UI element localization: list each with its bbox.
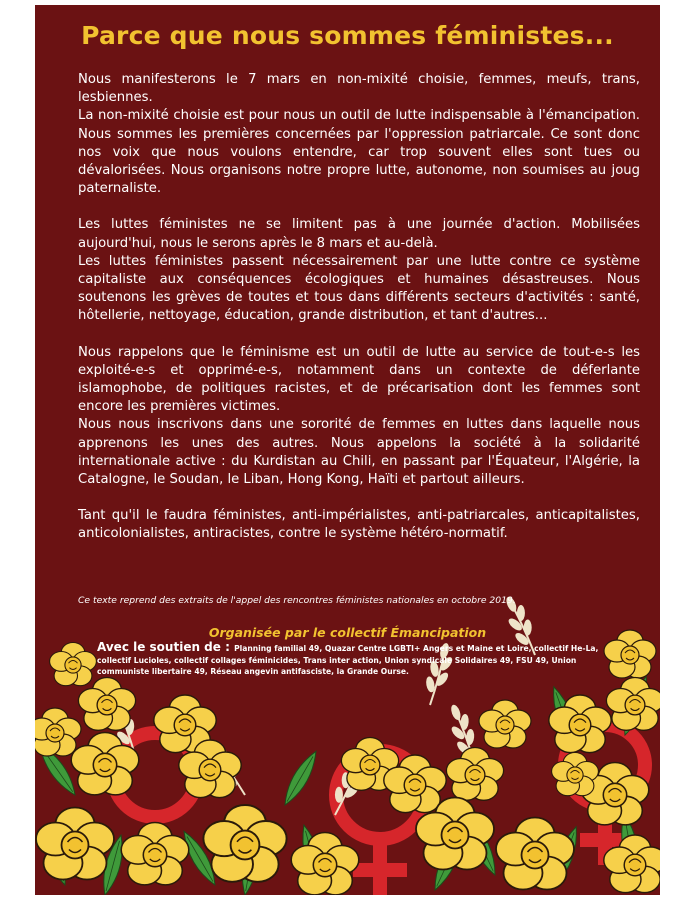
paragraph: Les luttes féministes ne se limitent pas à une journée d'action. Mobilisées aujourd'hui, nous le serons après le 8 mars et au-delà. <box>78 217 640 251</box>
organiser-line: Organisée par le collectif Émancipation <box>208 625 487 640</box>
paragraph: Tant qu'il le faudra féministes, anti-impérialistes, anti-patriarcales, anticapitalistes, anticolonialistes, antiracistes, contre le système hétéro-normatif. <box>78 508 640 542</box>
main-text <box>78 71 640 544</box>
source-note: Ce texte reprend des extraits de l'appel des rencontres féministes nationales en octobre 2019. <box>78 595 516 606</box>
page-title: Parce que nous sommes féministes... <box>81 21 614 50</box>
supporters <box>97 642 617 678</box>
paragraph: Nous nous inscrivons dans une sororité de femmes en luttes dans laquelle nous apprenons les unes des autres. Nous appelons la société à la solidarité internationale active : du Kurdistan au Chili, en passant par l'Équateur, l'Algérie, la Catalogne, le Soudan, le Liban, Hong Kong, Haïti et partout ailleurs. <box>78 417 640 488</box>
spacer <box>78 326 640 344</box>
paragraph: Nous manifesterons le 7 mars en non-mixité choisie, femmes, meufs, trans, lesbiennes. <box>78 72 640 106</box>
supporters-list: Planning familial 49, Quazar Centre LGBTI+ Angers et Maine et Loire, collectif He-La, collectif Lucioles, collectif collages féminicides, Trans inter action, Union syndicale Solidaires 49, FSU 49, Union communiste libertaire 49, Réseau angevin antifasciste, la Grande Ourse. <box>97 644 599 676</box>
poster <box>35 5 660 895</box>
spacer <box>78 198 640 216</box>
spacer <box>78 489 640 507</box>
paragraph: La non-mixité choisie est pour nous un outil de lutte indispensable à l'émancipation. Nous sommes les premières concernées par l'oppression patriarcale. Ce sont donc nos voix que nous voulons entendre, car trop souvent elles sont tues ou dévalorisées. Nous organisons notre propre lutte, autonome, non soumises au joug paternaliste. <box>78 108 640 197</box>
paragraph: Les luttes féministes passent nécessairement par une lutte contre ce système capitaliste aux conséquences écologiques et humaines désastreuses. Nous soutenons les grèves de toutes et tous dans différents secteurs d'activités : santé, hôtellerie, nettoyage, éducation, grande distribution, et tant d'autres... <box>78 253 640 324</box>
supporters-lead: Avec le soutien de : <box>97 640 235 654</box>
paragraph: Nous rappelons que le féminisme est un outil de lutte au service de tout-e-s les exploité-e-s et opprimé-e-s, notamment dans un contexte de déferlante islamophobe, de politiques racistes, et de précarisation dont les femmes sont encore les premières victimes. <box>78 344 640 415</box>
